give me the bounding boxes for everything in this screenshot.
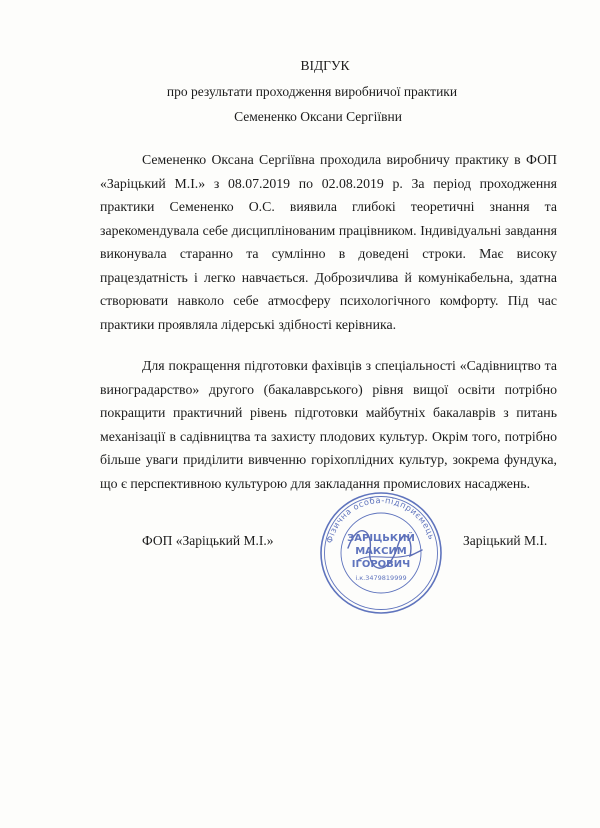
document-title: ВІДГУК	[300, 58, 350, 73]
stamp-line-3: ІГОРОВИЧ	[351, 559, 411, 570]
paragraph-recommendations	[100, 354, 557, 495]
text-line: практики Семененко О.С. виявила глибокі теоретичні знання та	[100, 199, 557, 214]
stamp-code: і.к.3479819999	[355, 574, 407, 582]
stamp-line-2: МАКСИМ	[355, 546, 407, 557]
text-line: механізації в садівництва та захисту плодових культур. Окрім того, потрібно	[100, 428, 557, 444]
document-subtitle: про результати проходження виробничої практики	[166, 84, 458, 99]
text-line: виноградарство» другого (бакалаврського) рівня вищої освіти потрібно	[100, 381, 557, 397]
text-line: Для покращення підготовки фахівців з спеціальності «Садівництво та	[142, 358, 557, 373]
text-line: більше уваги приділити вивченню горіхоплідних культур, зокрема фундука,	[100, 452, 557, 467]
text-line: працездатність і легко навчається. Доброзичлива й комунікабельна, здатна	[100, 269, 557, 285]
text-line: що є перспективною культурою для закладання промислових насаджень.	[100, 475, 531, 491]
text-line: виконувала старанно та сумлінно в доведені строки. Має високу	[100, 246, 557, 261]
paragraph-evaluation	[100, 148, 557, 336]
student-name: Семененко Оксани Сергіївни	[234, 109, 402, 124]
text-line: «Заріцький М.І.» з 08.07.2019 по 02.08.2019 р. За період проходження	[100, 175, 557, 191]
signature-name: Заріцький М.І.	[463, 533, 548, 548]
text-line: практики проявляла лідерські здібності керівника.	[100, 316, 397, 332]
text-line: покращити практичний рівень підготовки майбутніх бакалаврів з питань	[100, 405, 557, 420]
text-line: зарекомендувала себе дисциплінованим працівником. Індивідуальні завдання	[100, 222, 557, 238]
official-stamp	[318, 490, 444, 616]
text-line: створювати навколо себе атмосферу психологічного комфорту. Під час	[100, 293, 557, 308]
signature-organization: ФОП «Заріцький М.І.»	[142, 533, 274, 548]
stamp-line-1: ЗАРІЦЬКИЙ	[347, 533, 415, 544]
stamp-seal-icon	[318, 490, 444, 616]
stamp-ring-text: Фізична особа-підприємець	[324, 494, 438, 545]
text-line: Семененко Оксана Сергіївна проходила виробничу практику в ФОП	[142, 152, 557, 167]
